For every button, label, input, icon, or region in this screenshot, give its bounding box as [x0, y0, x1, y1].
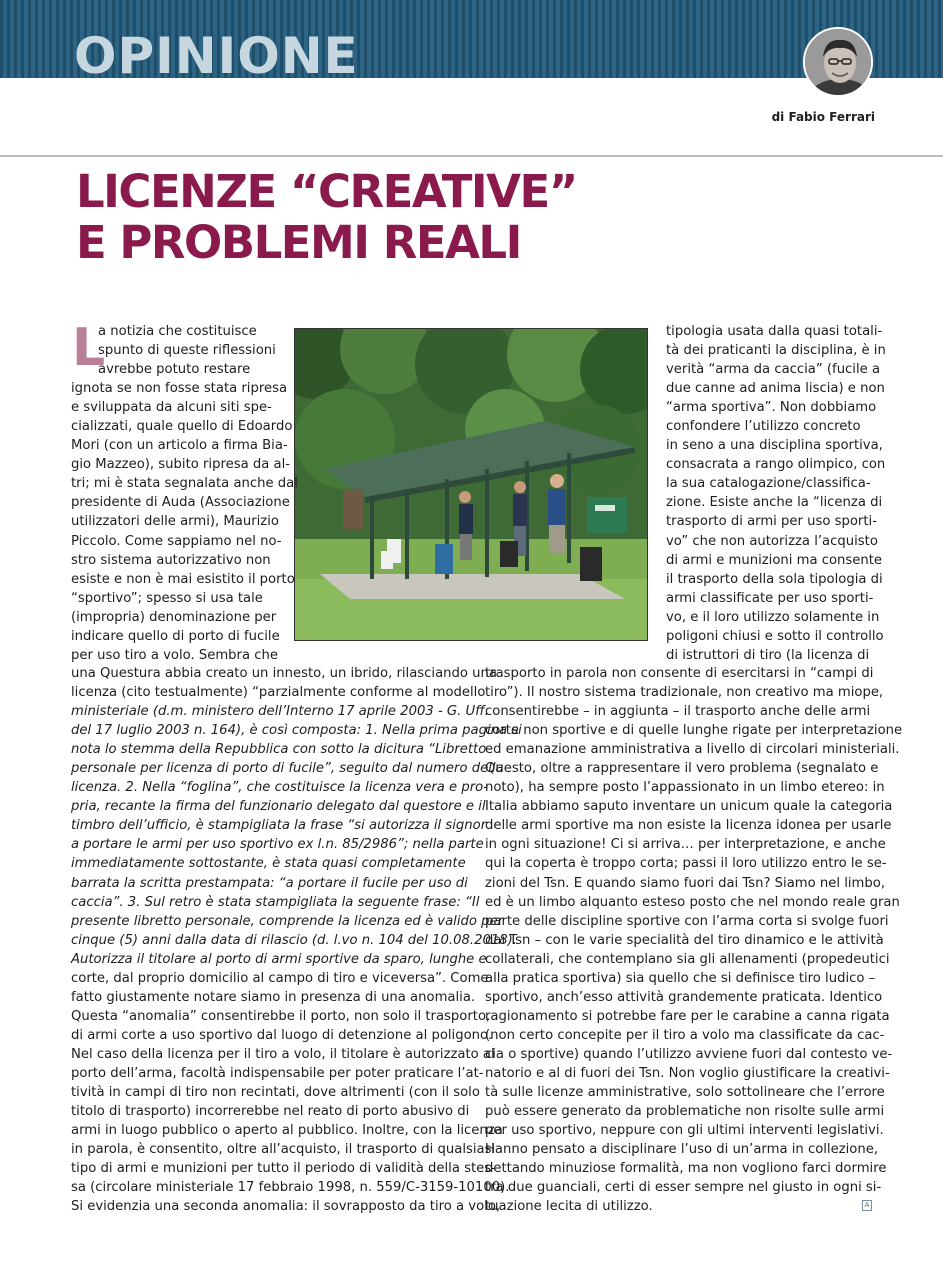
text-line: consentirebbe – in aggiunta – il trasporto anche delle armi [485, 704, 871, 720]
header-divider [0, 155, 943, 157]
text-line: del 17 luglio 2003 n. 164), è così composta: 1. Nella prima pagina si [71, 723, 522, 739]
text-line: sa (circolare ministeriale 17 febbraio 1998, n. 559/C-3159-10100). [71, 1180, 510, 1196]
text-line: zioni del Tsn. E quando siamo fuori dai Tsn? Siamo nel limbo, [485, 875, 886, 891]
text-line: “arma sportiva”. Non dobbiamo [666, 400, 877, 416]
text-line: “sportivo”; spesso si usa tale [71, 590, 263, 606]
text-line: di armi e munizioni ma consente [666, 552, 883, 568]
text-line: a notizia che costituisce [98, 324, 257, 339]
text-line: in ogni situazione! Ci si arriva… per interpretazione, e anche [485, 837, 886, 853]
text-line: per uso tiro a volo. Sembra che [71, 647, 278, 663]
text-line: una Questura abbia creato un innesto, un ibrido, rilasciando una [71, 666, 497, 681]
text-line: spunto di queste riflessioni [98, 343, 276, 359]
text-line: tipologia usata dalla quasi totali- [666, 324, 883, 339]
text-line: ignota se non fosse stata ripresa [71, 381, 288, 397]
text-line: nota lo stemma della Repubblica con sotto la dicitura “Libretto [71, 742, 487, 758]
text-line: tà dei praticanti la disciplina, è in [666, 343, 886, 359]
text-line: cinque (5) anni dalla data di rilascio (d. l.vo n. 104 del 10.08.2018). [71, 932, 517, 948]
text-line: può essere generato da problematiche non risolte sulle armi [485, 1104, 885, 1120]
text-line: armi classificate per uso sporti- [666, 590, 874, 606]
author-byline: di Fabio Ferrari [771, 110, 875, 124]
text-line: qui la coperta è troppo corta; passi il loro utilizzo entro le se- [485, 856, 887, 872]
text-line: e sviluppata da alcuni siti spe- [71, 400, 272, 416]
text-line: confondere l’utilizzo concreto [666, 419, 861, 435]
text-line: natorio e al di fuori dei Tsn. Non voglio giustificare la creativi- [485, 1065, 890, 1081]
text-line: ed è un limbo alquanto esteso posto che nel mondo reale gran [485, 894, 900, 910]
text-line: il trasporto della sola tipologia di [666, 571, 883, 587]
text-line: porto dell’arma, facoltà indispensabile per poter praticare l’at- [71, 1065, 484, 1081]
text-line: zione. Esiste anche la “licenza di [666, 495, 883, 511]
text-line: delle armi sportive ma non esiste la licenza idonea per usarle [485, 818, 892, 834]
column-2-top [666, 322, 886, 665]
text-line: barrata la scritta prestampata: “a portare il fucile per uso di [71, 875, 468, 891]
text-line: noto), ha sempre posto l’appassionato in un limbo etereo: in [485, 780, 885, 796]
headline-line-1: LICENZE “CREATIVE” [76, 165, 577, 218]
headline-line-2: E PROBLEMI REALI [76, 216, 521, 269]
text-line: avrebbe potuto restare [98, 362, 251, 378]
text-line: alla pratica sportiva) sia quello che si definisce tiro ludico – [485, 970, 876, 986]
text-line: licenza. 2. Nella “foglina”, che costituisce la licenza vera e pro- [71, 780, 488, 796]
author-avatar [803, 27, 873, 97]
text-line: vo, e il loro utilizzo solamente in [666, 609, 880, 625]
text-line: Questo, oltre a rappresentare il vero problema (segnalato e [485, 761, 879, 777]
text-line: Nel caso della licenza per il tiro a volo, il titolare è autorizzato al [71, 1046, 495, 1062]
text-line: in seno a una disciplina sportiva, [666, 438, 883, 454]
text-line: sportivo, anch’esso attività grandemente praticata. Identico [485, 989, 883, 1005]
text-line: Piccolo. Come sappiamo nel no- [71, 533, 282, 549]
author-portrait-icon [805, 29, 873, 97]
section-title: OPINIONE [74, 27, 359, 85]
text-line: tà sulle licenze amministrative, solo sottolineare che l’errore [485, 1085, 885, 1101]
section-banner [0, 0, 943, 85]
text-line: collaterali, che contemplano sia gli allenamenti (propedeutici [485, 951, 890, 967]
text-line: timbro dell’ufficio, è stampigliata la frase “si autorizza il signor [71, 818, 487, 834]
text-line: tiro”). Il nostro sistema tradizionale, non creativo ma miope, [485, 685, 884, 701]
text-line: Questa “anomalia” consentirebbe il porto, non solo il trasporto, [71, 1008, 491, 1024]
text-line: dettando minuziose formalità, ma non vogliono farci dormire [485, 1161, 887, 1177]
drop-cap: L [72, 318, 106, 378]
shooting-range-photo [295, 329, 648, 641]
text-line: (non certo concepite per il tiro a volo ma classificate da cac- [485, 1027, 885, 1043]
text-line: Hanno pensato a disciplinare l’uso di un’arma in collezione, [485, 1142, 879, 1158]
text-line: armi in luogo pubblico o aperto al pubblico. Inoltre, con la licenza [71, 1123, 503, 1139]
column-2-full [485, 664, 902, 1216]
text-line: Mori (con un articolo a firma Bia- [71, 438, 288, 454]
text-line: utilizzatori delle armi), Maurizio [71, 514, 279, 530]
text-line: la sua catalogazione/classifica- [666, 476, 871, 492]
text-line: parte delle discipline sportive con l’arma corta si svolge fuori [485, 913, 889, 929]
column-1-full [71, 664, 522, 1216]
text-line: Italia abbiamo saputo inventare un unicum quale la categoria [485, 799, 893, 815]
text-line: cializzati, quale quello di Edoardo [71, 419, 293, 435]
text-line: cia o sportive) quando l’utilizzo avviene fuori dal contesto ve- [485, 1046, 893, 1062]
text-line: ministeriale (d.m. ministero dell’Interno 17 aprile 2003 - G. Uff. [71, 704, 489, 720]
article-headline [76, 166, 577, 268]
column-1-top [71, 322, 298, 665]
text-line: (impropria) denominazione per [71, 609, 277, 625]
article-photo [294, 328, 648, 641]
text-line: di armi corte a uso sportivo dal luogo di detenzione al poligono. [71, 1027, 493, 1043]
text-line: verità “arma da caccia” (fucile a [666, 362, 881, 378]
text-line: corte non sportive e di quelle lunghe rigate per interpretazione [485, 723, 903, 739]
text-line: di istruttori di tiro (la licenza di [666, 647, 870, 663]
end-of-article-icon: A [862, 1200, 872, 1211]
text-line: Autorizza il titolare al porto di armi sportive da sparo, lunghe e [71, 951, 487, 967]
text-line: due canne ad anima liscia) e non [666, 381, 885, 397]
text-line: gio Mazzeo), subito ripresa da al- [71, 457, 290, 473]
text-line: esiste e non è mai esistito il porto [71, 571, 295, 587]
text-line: stro sistema autorizzativo non [71, 552, 271, 568]
text-line: trasporto in parola non consente di esercitarsi in “campi di [485, 666, 874, 681]
text-line: poligoni chiusi e sotto il controllo [666, 628, 884, 644]
text-line: personale per licenza di porto di fucile”, seguito dal numero della [71, 761, 504, 777]
text-line: tipo di armi e munizioni per tutto il periodo di validità della stes- [71, 1161, 496, 1177]
text-line: ragionamento si potrebbe fare per le carabine a canna rigata [485, 1008, 890, 1024]
text-line: tività in campi di tiro non recintati, dove altrimenti (con il solo [71, 1085, 480, 1101]
text-line: dai Tsn – con le varie specialità del tiro dinamico e le attività [485, 932, 884, 948]
text-line: corte, dal proprio domicilio al campo di tiro e viceversa”. Come [71, 970, 489, 986]
text-line: fatto giustamente notare siamo in presenza di una anomalia. [71, 989, 476, 1005]
text-line: tra due guanciali, certi di esser sempre nel giusto in ogni si- [485, 1180, 882, 1196]
text-line: in parola, è consentito, oltre all’acquisto, il trasporto di qualsiasi [71, 1142, 496, 1158]
text-line: licenza (cito testualmente) “parzialmente conforme al modello [71, 685, 486, 701]
text-line: titolo di trasporto) incorrerebbe nel reato di porto abusivo di [71, 1104, 470, 1120]
text-line: tri; mi è stata segnalata anche dal [71, 476, 298, 492]
text-line: ed emanazione amministrativa a livello di circolari ministeriali. [485, 742, 900, 758]
text-line: Si evidenzia una seconda anomalia: il sovrapposto da tiro a volo, [71, 1199, 501, 1215]
text-line: pria, recante la firma del funzionario delegato dal questore e il [71, 799, 486, 815]
text-line: vo” che non autorizza l’acquisto [666, 533, 878, 549]
text-line: presidente di Auda (Associazione [71, 495, 290, 511]
text-line: tuazione lecita di utilizzo. [485, 1199, 653, 1215]
text-line: indicare quello di porto di fucile [71, 628, 280, 644]
text-line: consacrata a rango olimpico, con [666, 457, 886, 473]
text-line: trasporto di armi per uso sporti- [666, 514, 877, 530]
text-line: presente libretto personale, comprende la licenza ed è valido per [71, 913, 504, 929]
text-line: a portare le armi per uso sportivo ex l.n. 85/2986”; nella parte [71, 837, 484, 853]
text-line: immediatamente sottostante, è stata quasi completamente [71, 856, 466, 872]
text-line: caccia”. 3. Sul retro è stata stampigliata la seguente frase: “Il [71, 894, 480, 910]
text-line: per uso sportivo, neppure con gli ultimi interventi legislativi. [485, 1123, 884, 1139]
